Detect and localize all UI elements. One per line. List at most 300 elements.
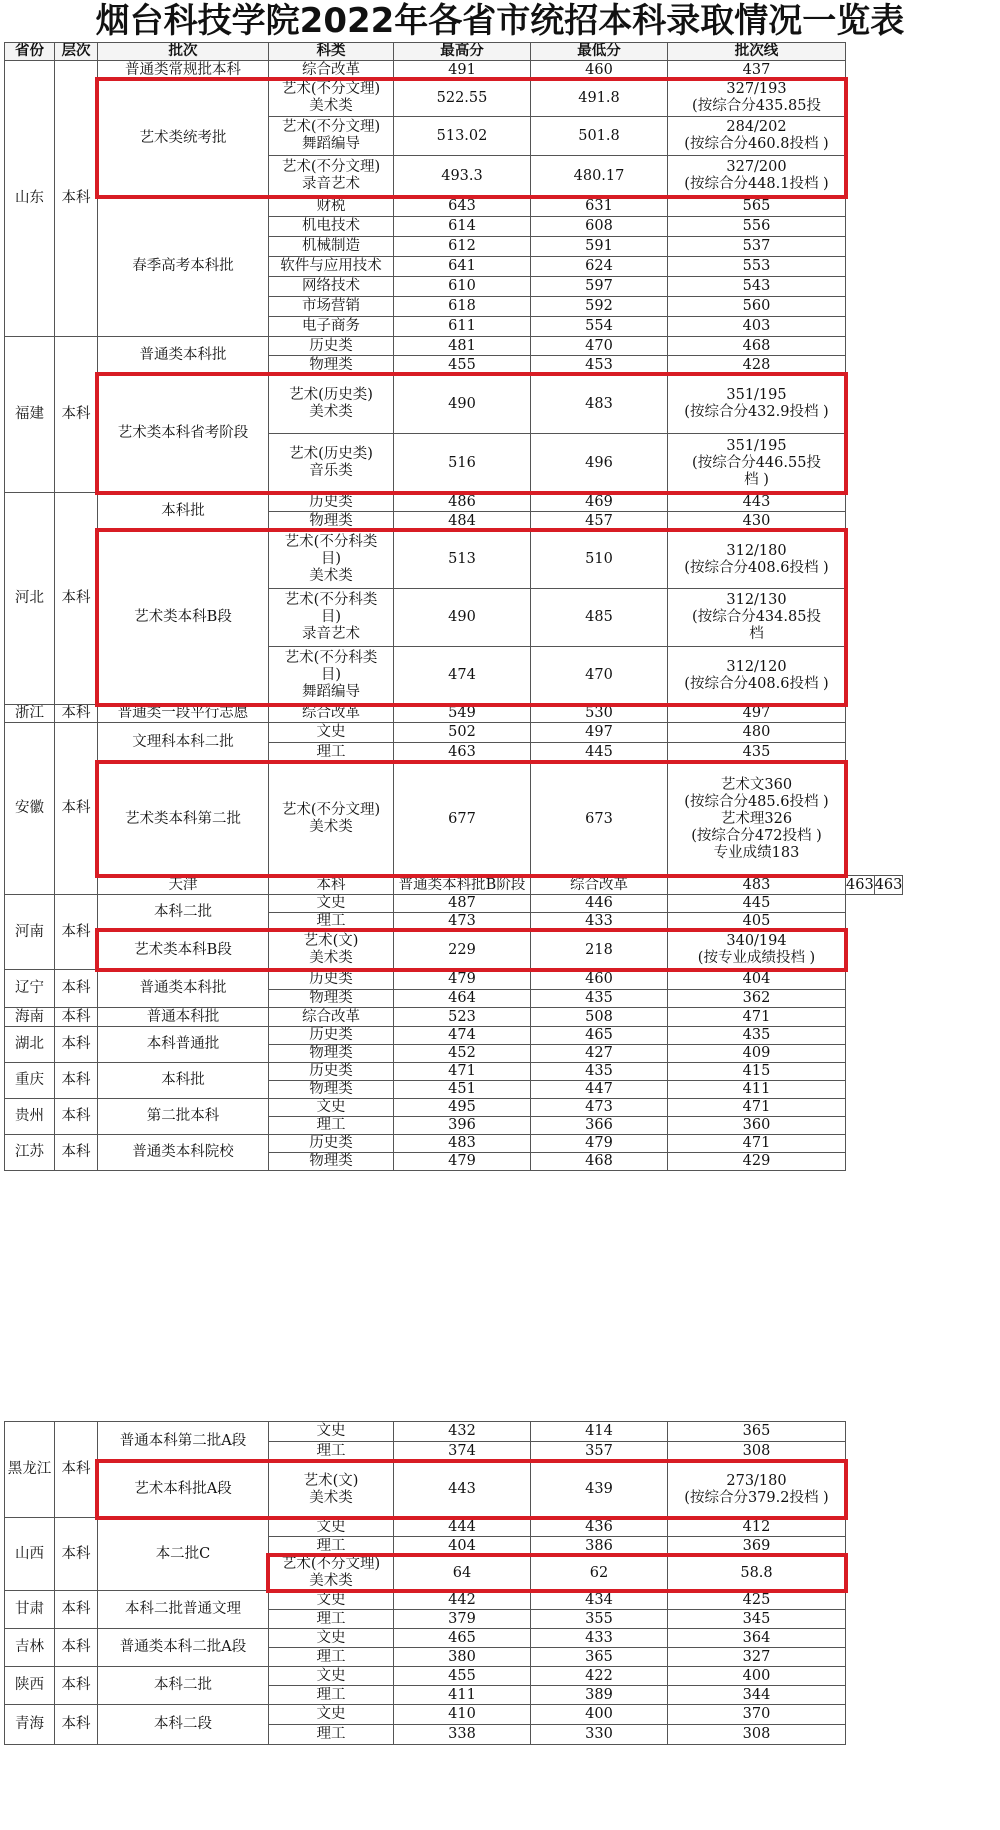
cell-category: 文史 — [269, 1518, 394, 1537]
cell-batch: 普通类常规批本科 — [98, 61, 269, 80]
cell-max-score: 487 — [394, 895, 531, 913]
cell-batch: 普通类本科批B阶段 — [394, 876, 531, 895]
cell-batch-line: 565 — [668, 197, 846, 217]
header-category: 科类 — [269, 43, 394, 61]
cell-batch-line: 443 — [668, 493, 846, 512]
cell-batch-line: 429 — [668, 1153, 846, 1171]
cell-min-score: 465 — [531, 1027, 668, 1045]
cell-batch-line: 362 — [668, 990, 846, 1008]
cell-min-score: 453 — [531, 356, 668, 375]
table-row — [5, 1518, 846, 1537]
cell-max-score: 404 — [394, 1537, 531, 1556]
table-row — [5, 763, 903, 876]
cell-category: 理工 — [269, 913, 394, 931]
cell-min-score: 445 — [531, 743, 668, 763]
cell-category: 文史 — [269, 1629, 394, 1648]
cell-batch: 普通类本科批 — [98, 970, 269, 1008]
cell-max-score: 513.02 — [394, 117, 531, 156]
page-title: 烟台科技学院2022年各省市统招本科录取情况一览表 — [95, 1, 905, 41]
cell-level: 本科 — [55, 337, 98, 493]
cell-province: 吉林 — [5, 1629, 55, 1667]
cell-category: 历史类 — [269, 1063, 394, 1081]
cell-level: 本科 — [55, 493, 98, 705]
cell-min-score: 463 — [846, 876, 874, 893]
cell-batch: 本科二段 — [98, 1705, 269, 1745]
cell-batch-line: 284/202 (按综合分460.8投档 ) — [668, 117, 846, 156]
cell-min-score: 554 — [531, 317, 668, 337]
cell-batch-line: 537 — [668, 237, 846, 257]
cell-min-score: 355 — [531, 1610, 668, 1629]
cell-batch-line: 345 — [668, 1610, 846, 1629]
cell-batch-line: 463 — [874, 876, 903, 893]
cell-batch-line: 471 — [668, 1099, 846, 1117]
cell-category: 艺术(不分文理) 美术类 — [269, 1556, 394, 1591]
cell-min-score: 436 — [531, 1518, 668, 1537]
cell-max-score: 486 — [394, 493, 531, 512]
cell-max-score: 502 — [394, 723, 531, 743]
cell-category: 市场营销 — [269, 297, 394, 317]
cell-level: 本科 — [55, 1422, 98, 1518]
cell-max-score: 443 — [394, 1462, 531, 1518]
cell-min-score: 422 — [531, 1667, 668, 1686]
cell-batch-line: 351/195 (按综合分432.9投档 ) — [668, 375, 846, 434]
cell-batch-line: 435 — [668, 743, 846, 763]
cell-min-score: 597 — [531, 277, 668, 297]
cell-min-score: 434 — [531, 1591, 668, 1610]
cell-category: 文史 — [269, 1099, 394, 1117]
table-row — [5, 1422, 846, 1442]
header-min-score: 最低分 — [531, 43, 668, 61]
cell-batch-line: 471 — [668, 1135, 846, 1153]
cell-province: 青海 — [5, 1705, 55, 1745]
cell-batch-line: 415 — [668, 1063, 846, 1081]
cell-batch-line: 468 — [668, 337, 846, 356]
cell-level: 本科 — [269, 876, 394, 895]
cell-min-score: 447 — [531, 1081, 668, 1099]
table-row — [5, 723, 903, 743]
cell-max-score: 338 — [394, 1725, 531, 1745]
cell-max-score: 483 — [394, 1135, 531, 1153]
cell-province: 江苏 — [5, 1135, 55, 1171]
cell-batch: 第二批本科 — [98, 1099, 269, 1135]
cell-batch: 艺术类本科省考阶段 — [98, 375, 269, 493]
cell-max-score: 614 — [394, 217, 531, 237]
cell-max-score: 618 — [394, 297, 531, 317]
cell-max-score: 493.3 — [394, 156, 531, 197]
cell-province: 辽宁 — [5, 970, 55, 1008]
cell-category: 艺术(文) 美术类 — [269, 931, 394, 970]
cell-category: 综合改革 — [531, 876, 668, 895]
cell-min-score: 480.17 — [531, 156, 668, 197]
cell-max-score: 432 — [394, 1422, 531, 1442]
cell-min-score: 357 — [531, 1442, 668, 1462]
cell-batch: 本科二批 — [98, 1667, 269, 1705]
cell-category: 理工 — [269, 1117, 394, 1135]
cell-batch-line: 312/180 (按综合分408.6投档 ) — [668, 531, 846, 589]
cell-category: 财税 — [269, 197, 394, 217]
cell-province: 浙江 — [5, 705, 55, 723]
cell-batch-line: 411 — [668, 1081, 846, 1099]
cell-batch-line: 437 — [668, 61, 846, 80]
cell-max-score: 451 — [394, 1081, 531, 1099]
cell-level: 本科 — [55, 705, 98, 723]
cell-min-score: 673 — [531, 763, 668, 876]
cell-batch: 本科批 — [98, 493, 269, 531]
cell-category: 机械制造 — [269, 237, 394, 257]
cell-min-score: 62 — [531, 1556, 668, 1591]
cell-batch-line: 351/195 (按综合分446.55投 档 ) — [668, 434, 846, 493]
cell-category: 艺术(不分科类 目) 舞蹈编导 — [269, 647, 394, 705]
table-row — [5, 197, 903, 217]
cell-level: 本科 — [55, 895, 98, 970]
cell-batch-line: 308 — [668, 1725, 846, 1745]
cell-batch: 春季高考本科批 — [98, 197, 269, 337]
cell-batch-line: 556 — [668, 217, 846, 237]
cell-category: 艺术(文) 美术类 — [269, 1462, 394, 1518]
cell-category: 文史 — [269, 1422, 394, 1442]
cell-category: 机电技术 — [269, 217, 394, 237]
cell-province: 黑龙江 — [5, 1422, 55, 1518]
cell-batch-line: 312/130 (按综合分434.85投 档 — [668, 589, 846, 647]
cell-level: 本科 — [55, 1518, 98, 1591]
cell-category: 艺术(不分文理) 录音艺术 — [269, 156, 394, 197]
cell-category: 艺术(历史类) 美术类 — [269, 375, 394, 434]
cell-level: 本科 — [55, 1705, 98, 1745]
cell-category: 文史 — [269, 895, 394, 913]
cell-max-score: 643 — [394, 197, 531, 217]
cell-batch-line: 308 — [668, 1442, 846, 1462]
cell-category: 理工 — [269, 1610, 394, 1629]
table-row — [5, 1462, 846, 1518]
cell-batch: 艺术类统考批 — [98, 80, 269, 197]
cell-province: 河北 — [5, 493, 55, 705]
cell-min-score: 608 — [531, 217, 668, 237]
cell-category: 综合改革 — [269, 61, 394, 80]
table-row — [5, 876, 903, 895]
cell-category: 物理类 — [269, 512, 394, 531]
cell-max-score: 229 — [394, 931, 531, 970]
cell-max-score: 490 — [394, 589, 531, 647]
cell-min-score: 446 — [531, 895, 668, 913]
cell-category: 综合改革 — [269, 1008, 394, 1027]
cell-max-score: 452 — [394, 1045, 531, 1063]
cell-max-score: 484 — [394, 512, 531, 531]
cell-level: 本科 — [55, 1591, 98, 1629]
cell-batch-line: 403 — [668, 317, 846, 337]
cell-batch-line: 327/193 (按综合分435.85投 — [668, 80, 846, 117]
cell-batch-line: 369 — [668, 1537, 846, 1556]
cell-max-score: 379 — [394, 1610, 531, 1629]
table-row — [5, 1667, 846, 1686]
cell-batch-line: 430 — [668, 512, 846, 531]
cell-min-score: 624 — [531, 257, 668, 277]
cell-max-score: 549 — [394, 705, 531, 723]
cell-batch-line: 409 — [668, 1045, 846, 1063]
cell-max-score: 479 — [394, 1153, 531, 1171]
table-row — [5, 1063, 903, 1081]
cell-min-score: 439 — [531, 1462, 668, 1518]
cell-min-score: 470 — [531, 337, 668, 356]
cell-batch-line: 428 — [668, 356, 846, 375]
table-row — [5, 80, 903, 117]
admission-table-continued — [4, 1421, 846, 1745]
cell-category: 理工 — [269, 1442, 394, 1462]
cell-category: 网络技术 — [269, 277, 394, 297]
table-row — [5, 1008, 903, 1027]
cell-max-score: 611 — [394, 317, 531, 337]
cell-min-score: 460 — [531, 61, 668, 80]
cell-category: 理工 — [269, 1686, 394, 1705]
cell-max-score: 523 — [394, 1008, 531, 1027]
cell-batch-line: 412 — [668, 1518, 846, 1537]
cell-max-score: 474 — [394, 647, 531, 705]
cell-category: 历史类 — [269, 493, 394, 512]
cell-level: 本科 — [55, 1008, 98, 1027]
cell-batch-line: 435 — [668, 1027, 846, 1045]
cell-batch-line: 497 — [668, 705, 846, 723]
cell-min-score: 485 — [531, 589, 668, 647]
cell-min-score: 427 — [531, 1045, 668, 1063]
cell-category: 艺术(不分文理) 美术类 — [269, 80, 394, 117]
cell-category: 文史 — [269, 1667, 394, 1686]
cell-min-score: 479 — [531, 1135, 668, 1153]
cell-category: 历史类 — [269, 970, 394, 990]
cell-batch-line: 364 — [668, 1629, 846, 1648]
cell-batch-line: 405 — [668, 913, 846, 931]
header-batch: 批次 — [98, 43, 269, 61]
cell-min-score: 473 — [531, 1099, 668, 1117]
cell-min-score: 330 — [531, 1725, 668, 1745]
cell-min-score: 435 — [531, 1063, 668, 1081]
cell-province: 甘肃 — [5, 1591, 55, 1629]
cell-max-score: 374 — [394, 1442, 531, 1462]
cell-batch-line: 312/120 (按综合分408.6投档 ) — [668, 647, 846, 705]
cell-province: 湖北 — [5, 1027, 55, 1063]
cell-batch: 本科二批 — [98, 895, 269, 931]
cell-province: 陕西 — [5, 1667, 55, 1705]
cell-max-score: 442 — [394, 1591, 531, 1610]
table-row — [5, 970, 903, 990]
admission-table — [4, 42, 903, 1171]
cell-batch: 文理科本科二批 — [98, 723, 269, 763]
cell-min-score: 468 — [531, 1153, 668, 1171]
cell-batch: 艺术类本科B段 — [98, 531, 269, 705]
cell-max-score: 464 — [394, 990, 531, 1008]
cell-max-score: 481 — [394, 337, 531, 356]
cell-category: 艺术(不分科类 目) 录音艺术 — [269, 589, 394, 647]
cell-batch: 本二批C — [98, 1518, 269, 1591]
cell-category: 艺术(不分文理) 舞蹈编导 — [269, 117, 394, 156]
cell-max-score: 473 — [394, 913, 531, 931]
cell-max-score: 513 — [394, 531, 531, 589]
table-row — [5, 1027, 903, 1045]
cell-category: 物理类 — [269, 1045, 394, 1063]
header-row — [5, 43, 903, 61]
cell-max-score: 396 — [394, 1117, 531, 1135]
cell-min-score: 389 — [531, 1686, 668, 1705]
cell-batch-line: 471 — [668, 1008, 846, 1027]
table-row — [5, 337, 903, 356]
cell-category: 历史类 — [269, 1135, 394, 1153]
cell-category: 电子商务 — [269, 317, 394, 337]
cell-level: 本科 — [55, 1135, 98, 1171]
cell-max-score: 677 — [394, 763, 531, 876]
cell-max-score: 490 — [394, 375, 531, 434]
cell-batch-line: 560 — [668, 297, 846, 317]
cell-level: 本科 — [55, 1099, 98, 1135]
cell-max-score: 465 — [394, 1629, 531, 1648]
cell-max-score: 610 — [394, 277, 531, 297]
cell-min-score: 469 — [531, 493, 668, 512]
table-row — [5, 1591, 846, 1610]
cell-max-score: 471 — [394, 1063, 531, 1081]
header-level: 层次 — [55, 43, 98, 61]
cell-min-score: 483 — [531, 375, 668, 434]
cell-min-score: 591 — [531, 237, 668, 257]
cell-level: 本科 — [55, 1027, 98, 1063]
cell-max-score: 474 — [394, 1027, 531, 1045]
cell-min-score: 433 — [531, 1629, 668, 1648]
header-province: 省份 — [5, 43, 55, 61]
cell-max-score: 491 — [394, 61, 531, 80]
cell-province: 山西 — [5, 1518, 55, 1591]
cell-max-score: 495 — [394, 1099, 531, 1117]
cell-batch-line: 400 — [668, 1667, 846, 1686]
table-row — [5, 1629, 846, 1648]
table-row — [5, 1705, 846, 1725]
cell-batch-line: 404 — [668, 970, 846, 990]
cell-max-score: 479 — [394, 970, 531, 990]
cell-batch-line: 327 — [668, 1648, 846, 1667]
cell-min-score: 365 — [531, 1648, 668, 1667]
cell-batch: 普通类本科批 — [98, 337, 269, 375]
cell-batch-line: 480 — [668, 723, 846, 743]
cell-batch-line: 553 — [668, 257, 846, 277]
cell-batch-line: 340/194 (按专业成绩投档 ) — [668, 931, 846, 970]
cell-batch: 艺术类本科B段 — [98, 931, 269, 970]
cell-level: 本科 — [55, 61, 98, 337]
cell-category: 理工 — [269, 1537, 394, 1556]
cell-max-score: 64 — [394, 1556, 531, 1591]
cell-level: 本科 — [55, 1063, 98, 1099]
cell-level: 本科 — [55, 970, 98, 1008]
header-batch-line: 批次线 — [668, 43, 846, 61]
cell-batch-line: 370 — [668, 1705, 846, 1725]
cell-max-score: 455 — [394, 1667, 531, 1686]
cell-batch-line: 425 — [668, 1591, 846, 1610]
cell-province: 海南 — [5, 1008, 55, 1027]
cell-category: 理工 — [269, 1725, 394, 1745]
cell-category: 物理类 — [269, 990, 394, 1008]
cell-category: 综合改革 — [269, 705, 394, 723]
cell-min-score: 631 — [531, 197, 668, 217]
cell-batch: 普通类一段平行志愿 — [98, 705, 269, 723]
cell-batch: 本科普通批 — [98, 1027, 269, 1063]
cell-min-score: 501.8 — [531, 117, 668, 156]
cell-batch-line: 58.8 — [668, 1556, 846, 1591]
cell-category: 文史 — [269, 1705, 394, 1725]
cell-province: 安徽 — [5, 723, 55, 895]
cell-batch-line: 344 — [668, 1686, 846, 1705]
table-row — [5, 61, 903, 80]
cell-max-score: 410 — [394, 1705, 531, 1725]
cell-category: 物理类 — [269, 356, 394, 375]
cell-max-score: 411 — [394, 1686, 531, 1705]
cell-min-score: 414 — [531, 1422, 668, 1442]
header-max-score: 最高分 — [394, 43, 531, 61]
cell-province: 重庆 — [5, 1063, 55, 1099]
cell-level: 本科 — [55, 1667, 98, 1705]
table-row — [5, 375, 903, 434]
table-row — [5, 1135, 903, 1153]
table-row — [5, 931, 903, 970]
cell-max-score: 455 — [394, 356, 531, 375]
cell-max-score: 483 — [668, 876, 846, 895]
cell-batch-line: 445 — [668, 895, 846, 913]
cell-category: 历史类 — [269, 337, 394, 356]
cell-min-score: 433 — [531, 913, 668, 931]
cell-max-score: 444 — [394, 1518, 531, 1537]
cell-level: 本科 — [55, 723, 98, 895]
cell-category: 文史 — [269, 723, 394, 743]
cell-max-score: 516 — [394, 434, 531, 493]
cell-province: 山东 — [5, 61, 55, 337]
cell-category: 文史 — [269, 1591, 394, 1610]
cell-batch: 本科二批普通文理 — [98, 1591, 269, 1629]
cell-max-score: 463 — [394, 743, 531, 763]
cell-batch: 艺术类本科第二批 — [98, 763, 269, 876]
cell-min-score: 592 — [531, 297, 668, 317]
cell-province: 天津 — [98, 876, 269, 895]
table-row — [5, 895, 903, 913]
cell-batch-line: 327/200 (按综合分448.1投档 ) — [668, 156, 846, 197]
cell-batch: 普通类本科二批A段 — [98, 1629, 269, 1667]
table-row — [5, 493, 903, 512]
cell-min-score: 400 — [531, 1705, 668, 1725]
table-row — [5, 705, 903, 723]
cell-category: 艺术(历史类) 音乐类 — [269, 434, 394, 493]
cell-min-score: 497 — [531, 723, 668, 743]
cell-max-score: 612 — [394, 237, 531, 257]
cell-province: 河南 — [5, 895, 55, 970]
cell-batch: 普通类本科院校 — [98, 1135, 269, 1171]
cell-batch-line: 艺术文360 (按综合分485.6投档 ) 艺术理326 (按综合分472投档 ) 专业成绩183 — [668, 763, 846, 876]
cell-category: 物理类 — [269, 1153, 394, 1171]
cell-min-score: 508 — [531, 1008, 668, 1027]
cell-category: 理工 — [269, 743, 394, 763]
cell-min-score: 386 — [531, 1537, 668, 1556]
cell-batch-line: 543 — [668, 277, 846, 297]
cell-batch: 普通本科第二批A段 — [98, 1422, 269, 1462]
cell-batch-line: 365 — [668, 1422, 846, 1442]
cell-min-score: 460 — [531, 970, 668, 990]
cell-category: 理工 — [269, 1648, 394, 1667]
cell-province: 福建 — [5, 337, 55, 493]
cell-batch: 艺术本科批A段 — [98, 1462, 269, 1518]
cell-min-score: 366 — [531, 1117, 668, 1135]
cell-category: 艺术(不分文理) 美术类 — [269, 763, 394, 876]
cell-max-score: 641 — [394, 257, 531, 277]
cell-min-score: 457 — [531, 512, 668, 531]
cell-category: 历史类 — [269, 1027, 394, 1045]
cell-batch-line: 273/180 (按综合分379.2投档 ) — [668, 1462, 846, 1518]
cell-min-score: 530 — [531, 705, 668, 723]
cell-min-score: 218 — [531, 931, 668, 970]
cell-category: 艺术(不分科类 目) 美术类 — [269, 531, 394, 589]
cell-min-score: 491.8 — [531, 80, 668, 117]
cell-min-score: 470 — [531, 647, 668, 705]
cell-min-score: 496 — [531, 434, 668, 493]
